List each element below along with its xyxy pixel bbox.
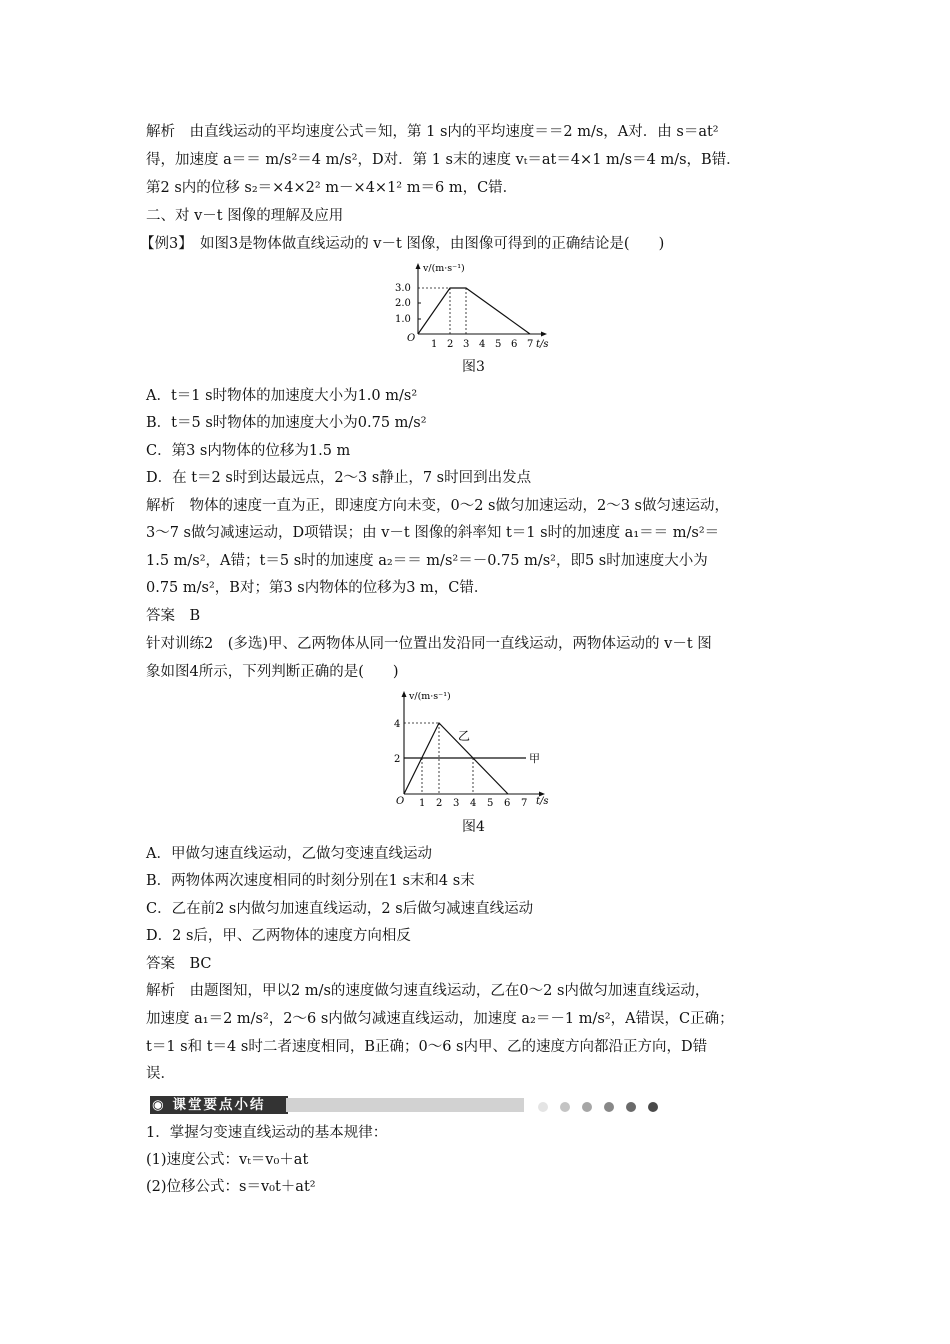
summary-banner-band (286, 1098, 524, 1112)
decor-dot (648, 1102, 658, 1112)
fig4-x-tick: 5 (487, 798, 494, 808)
figure-3-caption: 图3 (462, 359, 485, 375)
section-heading: 二、对 v－t 图像的理解及应用 (146, 208, 344, 224)
option-c: C．第3 s内物体的位移为1.5 m (146, 443, 351, 459)
analysis-line: 解析 物体的速度一直为正，即速度方向未变，0～2 s做匀加速运动，2～3 s做匀速运动， (146, 498, 729, 514)
fig4-origin-label: O (396, 796, 405, 807)
option-a: A．t＝1 s时物体的加速度大小为1.0 m/s² (146, 388, 418, 404)
fig3-x-tick: 2 (447, 339, 454, 350)
analysis-line: 误． (146, 1066, 175, 1082)
summary-banner-title: ◉ 课堂要点小结 (150, 1096, 288, 1114)
text-line: 第2 s内的位移 s₂＝×4×2² m－×4×1² m＝6 m，C错． (146, 180, 518, 196)
decor-dot (538, 1102, 548, 1112)
fig4-x-tick: 4 (470, 798, 477, 808)
fig3-x-tick: 7 (527, 339, 534, 350)
fig3-y-arrow (416, 263, 421, 269)
fig3-x-tick: 4 (479, 339, 486, 350)
fig3-y-tick: 3.0 (395, 283, 411, 294)
fig3-x-axis-label: t/s (536, 339, 549, 350)
analysis-line: t＝1 s和 t＝4 s时二者速度相同，B正确；0～6 s内甲、乙的速度方向都沿正方向，D错 (146, 1039, 708, 1055)
fig4-x-tick: 6 (504, 798, 511, 808)
fig3-x-tick: 6 (511, 339, 518, 350)
figure-4-caption: 图4 (462, 819, 485, 835)
example-stem: 【例3】 如图3是物体做直线运动的 v－t 图像，由图像可得到的正确结论是( ) (140, 236, 665, 252)
fig4-x-tick: 1 (419, 798, 426, 808)
fig3-y-tick: 1.0 (395, 314, 411, 325)
summary-line: 1．掌握匀变速直线运动的基本规律： (146, 1125, 388, 1141)
option-d: D．2 s后，甲、乙两物体的速度方向相反 (146, 928, 411, 944)
fig4-x-tick: 3 (453, 798, 460, 808)
answer: 答案 B (146, 608, 201, 624)
summary-line: (2)位移公式：s＝v₀t＋at² (146, 1179, 316, 1195)
fig3-x-tick: 5 (495, 339, 502, 350)
analysis-line: 解析 由题图知，甲以2 m/s的速度做匀速直线运动，乙在0～2 s内做匀加速直线运动， (146, 983, 710, 999)
fig3-x-tick: 1 (431, 339, 438, 350)
analysis-line: 0.75 m/s²，B对；第3 s内物体的位移为3 m，C错． (146, 580, 489, 596)
figure-4-graph (388, 686, 568, 808)
text-line: 得，加速度 a＝＝ m/s²＝4 m/s²，D对．第 1 s末的速度 vₜ＝at＝4×1 m/s＝4 m/s，B错． (146, 152, 741, 168)
decor-dot (560, 1102, 570, 1112)
summary-line: (1)速度公式：vₜ＝v₀＋at (146, 1152, 309, 1168)
fig3-x-tick: 3 (463, 339, 470, 350)
option-c: C．乙在前2 s内做匀加速直线运动，2 s后做匀减速直线运动 (146, 901, 534, 917)
fig3-velocity-line (418, 288, 530, 334)
fig4-label-yi: 乙 (458, 729, 471, 743)
fig4-x-axis-label: t/s (536, 796, 549, 807)
analysis-line: 3～7 s做匀减速运动，D项错误；由 v－t 图像的斜率知 t＝1 s时的加速度 a₁＝＝ m/s²＝ (146, 525, 720, 541)
answer: 答案 BC (146, 956, 212, 972)
option-b: B．t＝5 s时物体的加速度大小为0.75 m/s² (146, 415, 427, 431)
training-stem: 象如图4所示，下列判断正确的是( ) (146, 664, 399, 680)
summary-banner (146, 1095, 524, 1115)
fig4-label-jia: 甲 (529, 752, 540, 765)
text-line: 解析 由直线运动的平均速度公式＝知，第 1 s内的平均速度＝＝2 m/s，A对．由 s＝at² (146, 124, 719, 140)
fig4-y-tick: 2 (394, 754, 401, 765)
fig4-y-axis-label: v/(m·s⁻¹) (409, 691, 451, 702)
fig3-x-arrow (541, 332, 547, 337)
option-b: B．两物体两次速度相同的时刻分别在1 s末和4 s末 (146, 873, 475, 889)
fig3-y-tick: 2.0 (395, 298, 411, 309)
option-d: D．在 t＝2 s时到达最远点，2～3 s静止，7 s时回到出发点 (146, 470, 532, 486)
option-a: A．甲做匀速直线运动，乙做匀变速直线运动 (146, 846, 432, 862)
fig4-y-tick: 4 (394, 719, 401, 730)
fig3-origin-label: O (407, 333, 416, 344)
fig4-x-tick: 7 (521, 798, 528, 808)
fig4-y-arrow (402, 691, 407, 697)
analysis-line: 1.5 m/s²，A错；t＝5 s时的加速度 a₂＝＝ m/s²＝－0.75 m/s²，即5 s时加速度大小为 (146, 553, 708, 569)
decor-dot (626, 1102, 636, 1112)
decor-dot (582, 1102, 592, 1112)
fig4-x-tick: 2 (436, 798, 443, 808)
analysis-line: 加速度 a₁＝2 m/s²，2～6 s内做匀减速直线运动，加速度 a₂＝－1 m/s²，A错误，C正确； (146, 1011, 734, 1027)
figure-3-graph (392, 258, 557, 350)
decor-dot (604, 1102, 614, 1112)
training-stem: 针对训练2 (多选)甲、乙两物体从同一位置出发沿同一直线运动，两物体运动的 v－t 图 (146, 636, 712, 652)
fig3-y-axis-label: v/(m·s⁻¹) (423, 263, 465, 274)
